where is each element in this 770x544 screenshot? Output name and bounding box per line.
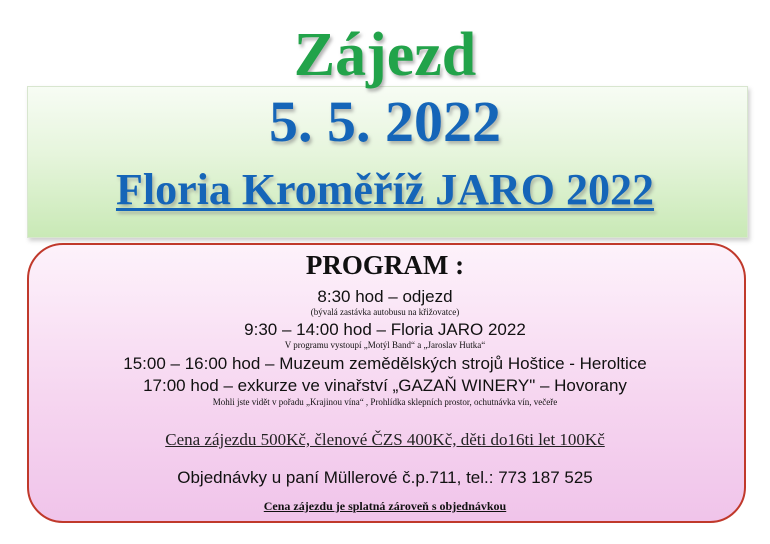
program-heading: PROGRAM :	[305, 250, 465, 280]
event-name: Floria Kroměříž JARO 2022	[115, 165, 655, 214]
program-item-floria-note: V programu vystoupí „Motýl Band“ a „Jaroslav Hutka“	[284, 340, 486, 350]
page-title: Zájezd	[293, 21, 477, 89]
program-item-winery: 17:00 hod – exkurze ve vinařství „GAZAŇ WINERY" – Hovorany	[143, 376, 627, 395]
program-item-floria: 9:30 – 14:00 hod – Floria JARO 2022	[244, 320, 526, 339]
orders-info: Objednávky u paní Müllerové č.p.711, tel.: 773 187 525	[177, 468, 593, 487]
payment-note: Cena zájezdu je splatná zároveň s objednávkou	[263, 499, 507, 513]
trip-date: 5. 5. 2022	[269, 89, 501, 154]
program-item-departure: 8:30 hod – odjezd	[317, 287, 453, 306]
program-item-winery-note: Mohli jste vidět v pořadu „Krajinou vína“ , Prohlídka sklepních prostor, ochutnávka vín, večeře	[212, 397, 558, 407]
program-item-departure-note: (bývalá zastávka autobusu na křižovatce)	[310, 307, 460, 317]
price-info: Cena zájezdu 500Kč, členové ČZS 400Kč, děti do16ti let 100Kč	[165, 430, 605, 449]
program-item-museum: 15:00 – 16:00 hod – Muzeum zemědělských strojů Hoštice - Heroltice	[123, 354, 647, 373]
